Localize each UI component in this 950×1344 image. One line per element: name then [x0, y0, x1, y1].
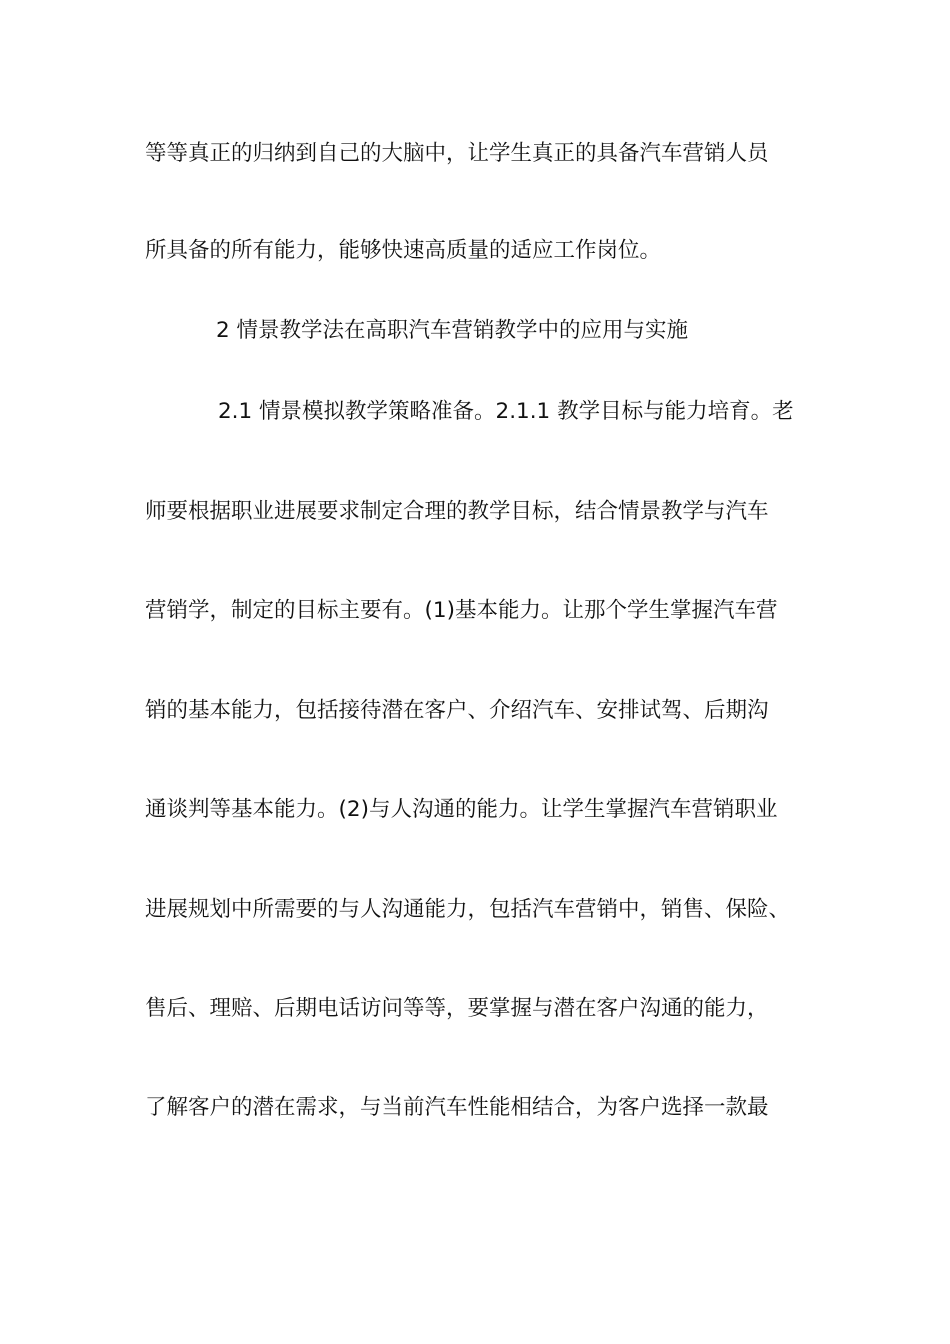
body-text-line: 进展规划中所需要的与人沟通能力，包括汽车营销中，销售、保险、: [145, 897, 791, 922]
body-text-line: 师要根据职业进展要求制定合理的教学目标，结合情景教学与汽车: [145, 499, 769, 524]
subsection-paragraph-start: 2.1 情景模拟教学策略准备。2.1.1 教学目标与能力培育。老: [218, 399, 794, 424]
body-text-line: 营销学，制定的目标主要有。(1)基本能力。让那个学生掌握汽车营: [145, 598, 778, 623]
section-heading: 2 情景教学法在高职汽车营销教学中的应用与实施: [216, 318, 689, 343]
body-text-line: 通谈判等基本能力。(2)与人沟通的能力。让学生掌握汽车营销职业: [145, 797, 778, 822]
body-text-line: 等等真正的归纳到自己的大脑中，让学生真正的具备汽车营销人员: [145, 141, 769, 166]
body-text-line: 售后、理赔、后期电话访问等等，要掌握与潜在客户沟通的能力，: [145, 996, 769, 1021]
body-text-line: 销的基本能力，包括接待潜在客户、介绍汽车、安排试驾、后期沟: [145, 698, 769, 723]
body-text-line: 所具备的所有能力，能够快速高质量的适应工作岗位。: [145, 238, 662, 263]
body-text-line: 了解客户的潜在需求，与当前汽车性能相结合，为客户选择一款最: [145, 1095, 769, 1120]
